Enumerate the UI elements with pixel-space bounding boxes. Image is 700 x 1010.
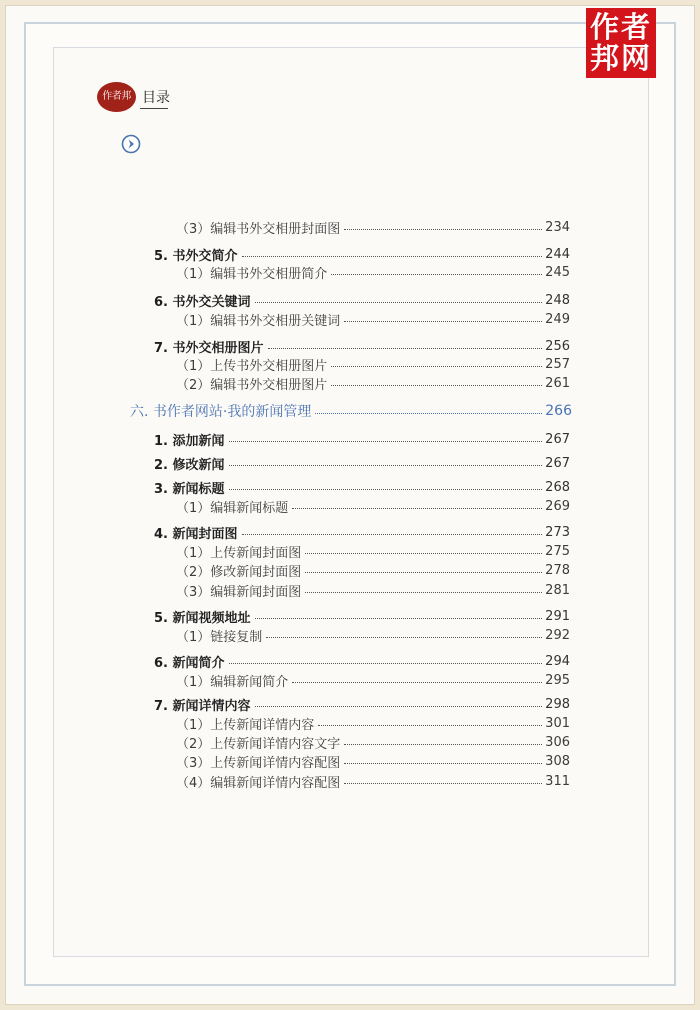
toc-dot-leader bbox=[305, 591, 542, 593]
toc-dot-leader bbox=[331, 273, 542, 275]
toc-page-number: 298 bbox=[545, 696, 570, 712]
toc-section-entry[interactable] bbox=[154, 430, 570, 448]
toc-subsection-entry[interactable] bbox=[176, 733, 570, 751]
toc-entry-label: 4. 新闻封面图 bbox=[154, 526, 238, 542]
toc-entry-label: 2. 修改新闻 bbox=[154, 457, 225, 473]
toc-dot-leader bbox=[268, 347, 543, 349]
toc-entry-label: 5. 新闻视频地址 bbox=[154, 610, 251, 626]
toc-entry-label: 6. 书外交关键词 bbox=[154, 294, 251, 310]
toc-page-number: 256 bbox=[545, 338, 570, 354]
toc-page-number: 244 bbox=[545, 246, 570, 262]
toc-subsection-entry[interactable] bbox=[176, 218, 570, 236]
toc-entry-label: 3. 新闻标题 bbox=[154, 481, 225, 497]
toc-subsection-entry[interactable] bbox=[176, 752, 570, 770]
toc-dot-leader bbox=[305, 552, 542, 554]
toc-dot-leader bbox=[331, 384, 542, 386]
toc-entry-label: 5. 书外交简介 bbox=[154, 248, 238, 264]
toc-dot-leader bbox=[242, 255, 543, 257]
toc-page-number: 306 bbox=[545, 734, 570, 750]
toc-subsection-entry[interactable] bbox=[176, 581, 570, 599]
toc-page-number: 308 bbox=[545, 753, 570, 769]
toc-dot-leader bbox=[229, 440, 543, 442]
toc-page-number: 248 bbox=[545, 292, 570, 308]
page-title: 目录 bbox=[142, 90, 170, 106]
toc-page-number: 311 bbox=[545, 773, 570, 789]
toc-entry-label: （1）上传书外交相册图片 bbox=[176, 358, 328, 374]
toc-dot-leader bbox=[344, 320, 542, 322]
toc-page-number: 281 bbox=[545, 582, 570, 598]
toc-entry-label: （1）链接复制 bbox=[176, 629, 263, 645]
toc-entry-label: 6. 新闻简介 bbox=[154, 655, 225, 671]
toc-section-entry[interactable] bbox=[154, 337, 570, 355]
toc-page-number: 266 bbox=[545, 403, 572, 419]
toc-subsection-entry[interactable] bbox=[176, 263, 570, 281]
toc-entry-label: 7. 书外交相册图片 bbox=[154, 340, 264, 356]
toc-entry-label: （2）修改新闻封面图 bbox=[176, 564, 302, 580]
toc-dot-leader bbox=[292, 681, 542, 683]
toc-entry-label: （2）编辑书外交相册图片 bbox=[176, 377, 328, 393]
toc-entry-label: （1）编辑新闻标题 bbox=[176, 500, 289, 516]
toc-dot-leader bbox=[318, 724, 542, 726]
toc-page-number: 234 bbox=[545, 219, 570, 235]
toc-subsection-entry[interactable] bbox=[176, 772, 570, 790]
toc-section-entry[interactable] bbox=[154, 291, 570, 309]
toc-dot-leader bbox=[229, 662, 543, 664]
toc-section-entry[interactable] bbox=[154, 245, 570, 263]
toc-page-number: 292 bbox=[545, 627, 570, 643]
toc-subsection-entry[interactable] bbox=[176, 497, 570, 515]
toc-section-entry[interactable] bbox=[154, 652, 570, 670]
toc-entry-label: （1）编辑书外交相册简介 bbox=[176, 266, 328, 282]
toc-dot-leader bbox=[255, 301, 543, 303]
brand-logo: 作者邦 bbox=[97, 82, 136, 112]
toc-dot-leader bbox=[266, 636, 542, 638]
toc-section-entry[interactable] bbox=[154, 523, 570, 541]
toc-section-entry[interactable] bbox=[154, 478, 570, 496]
toc-dot-leader bbox=[331, 365, 542, 367]
toc-page-number: 275 bbox=[545, 543, 570, 559]
toc-section-entry[interactable] bbox=[154, 695, 570, 713]
toc-page-number: 301 bbox=[545, 715, 570, 731]
toc-dot-leader bbox=[229, 488, 543, 490]
toc-entry-label: 7. 新闻详情内容 bbox=[154, 698, 251, 714]
toc-page-number: 268 bbox=[545, 479, 570, 495]
toc-page-number: 295 bbox=[545, 672, 570, 688]
toc-dot-leader bbox=[242, 533, 543, 535]
toc-subsection-entry[interactable] bbox=[176, 626, 570, 644]
toc-section-entry[interactable] bbox=[154, 607, 570, 625]
toc-dot-leader bbox=[292, 507, 542, 509]
toc-subsection-entry[interactable] bbox=[176, 310, 570, 328]
brand-badge-line2: 邦网 bbox=[589, 41, 652, 75]
toc-dot-leader bbox=[315, 412, 542, 414]
toc-entry-label: （3）编辑书外交相册封面图 bbox=[176, 221, 341, 237]
toc-subsection-entry[interactable] bbox=[176, 714, 570, 732]
toc-dot-leader bbox=[305, 571, 542, 573]
toc-entry-label: （3）编辑新闻封面图 bbox=[176, 584, 302, 600]
toc-dot-leader bbox=[255, 617, 543, 619]
toc-page-number: 278 bbox=[545, 562, 570, 578]
toc-page-number: 257 bbox=[545, 356, 570, 372]
toc-entry-label: 1. 添加新闻 bbox=[154, 433, 225, 449]
toc-page-number: 291 bbox=[545, 608, 570, 624]
toc-entry-label: 六. 书作者网站·我的新闻管理 bbox=[130, 404, 312, 420]
toc-subsection-entry[interactable] bbox=[176, 374, 570, 392]
toc-dot-leader bbox=[344, 228, 542, 230]
toc-subsection-entry[interactable] bbox=[176, 542, 570, 560]
toc-page-number: 273 bbox=[545, 524, 570, 540]
toc-page-number: 245 bbox=[545, 264, 570, 280]
toc-entry-label: （1）编辑新闻简介 bbox=[176, 674, 289, 690]
toc-page-number: 261 bbox=[545, 375, 570, 391]
toc-page-number: 269 bbox=[545, 498, 570, 514]
toc-entry-label: （4）编辑新闻详情内容配图 bbox=[176, 775, 341, 791]
brand-badge-line1: 作者 bbox=[589, 10, 652, 44]
toc-entry-label: （1）上传新闻封面图 bbox=[176, 545, 302, 561]
toc-subsection-entry[interactable] bbox=[176, 671, 570, 689]
toc-subsection-entry[interactable] bbox=[176, 561, 570, 579]
toc-entry-label: （3）上传新闻详情内容配图 bbox=[176, 755, 341, 771]
toc-page-number: 267 bbox=[545, 431, 570, 447]
toc-dot-leader bbox=[255, 705, 543, 707]
toc-page-number: 294 bbox=[545, 653, 570, 669]
toc-section-entry[interactable] bbox=[154, 454, 570, 472]
toc-dot-leader bbox=[344, 782, 542, 784]
toc-entry-label: （1）编辑书外交相册关键词 bbox=[176, 313, 341, 329]
toc-page-number: 267 bbox=[545, 455, 570, 471]
toc-page-number: 249 bbox=[545, 311, 570, 327]
toc-dot-leader bbox=[344, 762, 542, 764]
toc-chapter-entry[interactable] bbox=[130, 402, 572, 420]
toc-entry-label: （2）上传新闻详情内容文字 bbox=[176, 736, 341, 752]
toc-entry-label: （1）上传新闻详情内容 bbox=[176, 717, 315, 733]
toc-subsection-entry[interactable] bbox=[176, 355, 570, 373]
toc-dot-leader bbox=[229, 464, 543, 466]
toc-dot-leader bbox=[344, 743, 542, 745]
